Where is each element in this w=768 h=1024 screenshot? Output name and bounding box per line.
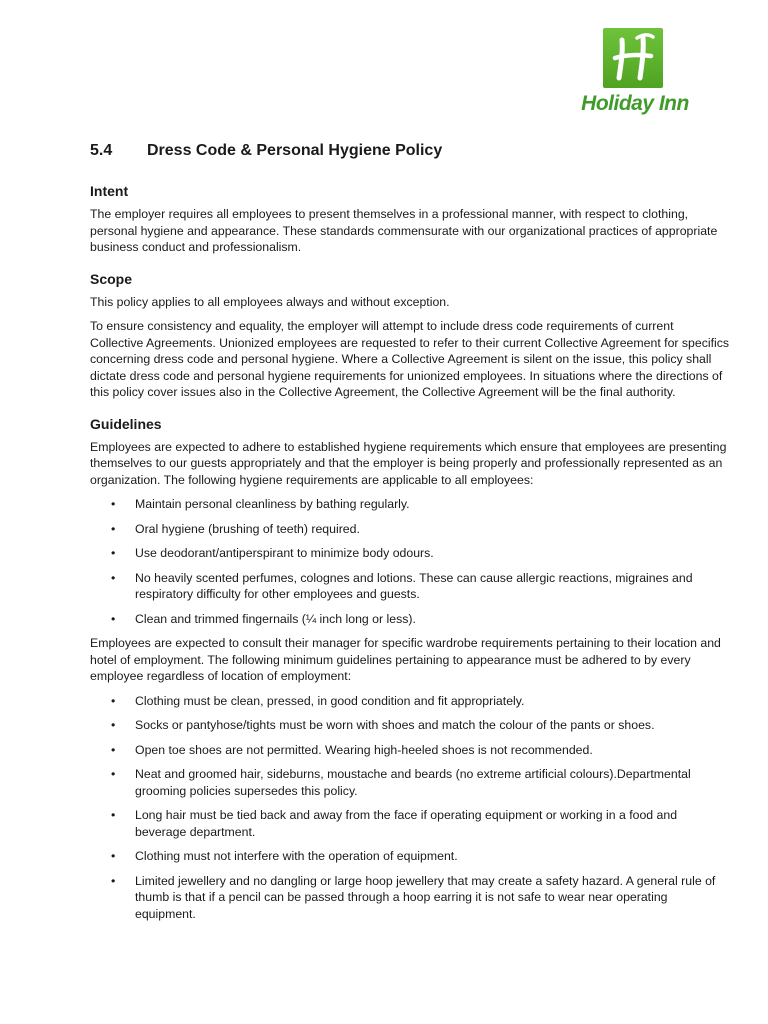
list-item-text: Neat and groomed hair, sideburns, moustache and beards (no extreme artificial colours).Departmental grooming policies supersedes this policy.	[135, 767, 691, 798]
list-item	[90, 496, 730, 513]
intent-heading: Intent	[90, 183, 129, 199]
guidelines-paragraph-1: Employees are expected to adhere to established hygiene requirements which ensure that employees are presenting themselves to our guests appropriately and that the employer is being properly and professionally represented as an organization. The following hygiene requirements are applicable to all employees:	[90, 439, 727, 487]
list-item	[90, 693, 730, 710]
appearance-list	[90, 693, 730, 923]
list-item-text: Limited jewellery and no dangling or large hoop jewellery that may create a safety hazard. A general rule of thumb is that if a pencil can be passed through a hoop earring it is not safe to wear near operating equipment.	[135, 873, 716, 921]
list-item	[90, 521, 730, 538]
bullet-icon: •	[111, 693, 116, 708]
list-item-text: Open toe shoes are not permitted. Wearing high-heeled shoes is not recommended.	[135, 742, 593, 757]
list-item	[90, 873, 730, 923]
page-title	[90, 140, 730, 162]
bullet-icon: •	[111, 767, 116, 781]
list-item	[90, 807, 730, 840]
bullet-icon: •	[111, 742, 116, 757]
list-item	[90, 742, 730, 759]
list-item-text: No heavily scented perfumes, colognes and lotions. These can cause allergic reactions, migraines and respiratory difficulty for other employees and guests.	[135, 570, 693, 601]
list-item	[90, 611, 730, 628]
list-item-text: Socks or pantyhose/tights must be worn with shoes and match the colour of the pants or shoes.	[135, 718, 655, 732]
policy-content	[90, 140, 730, 936]
bullet-icon: •	[111, 611, 116, 626]
logo-h-mark-icon	[603, 28, 663, 88]
list-item	[90, 717, 730, 734]
list-item	[90, 570, 730, 603]
list-item-text: Maintain personal cleanliness by bathing regularly.	[135, 497, 410, 511]
bullet-icon: •	[111, 546, 116, 560]
list-item-text: Long hair must be tied back and away from the face if operating equipment or working in a food and beverage department.	[135, 808, 678, 839]
list-item-text: Oral hygiene (brushing of teeth) required.	[135, 521, 360, 536]
list-item	[90, 545, 730, 562]
bullet-icon: •	[111, 873, 116, 888]
guidelines-section	[90, 415, 730, 923]
bullet-icon: •	[111, 570, 116, 585]
guidelines-heading: Guidelines	[90, 415, 162, 432]
scope-paragraph-2: To ensure consistency and equality, the employer will attempt to include dress code requirements of current Collective Agreements. Unionized employees are requested to refer to their current Collective Agreement for specifics concerning dress code and personal hygiene. Where a Collective Agreement is silent on the issue, this policy shall dictate dress code and personal hygiene requirements for unionized employees. In situations where the directions of this policy cover issues also in the Collective Agreement, the Collective Agreement will be the final authority.	[90, 319, 730, 399]
bullet-icon: •	[111, 808, 116, 822]
intent-section	[90, 182, 730, 256]
logo-wordmark: Holiday Inn	[581, 92, 689, 115]
bullet-icon: •	[111, 718, 116, 732]
list-item-text: Use deodorant/antiperspirant to minimize body odours.	[135, 546, 434, 560]
section-number: 5.4	[90, 142, 113, 159]
list-item	[90, 848, 730, 865]
hygiene-list	[90, 496, 730, 627]
list-item-text: Clean and trimmed fingernails (¼ inch long or less).	[135, 611, 416, 626]
holiday-inn-logo	[570, 28, 700, 128]
bullet-icon: •	[111, 849, 116, 863]
section-title: Dress Code & Personal Hygiene Policy	[147, 142, 443, 159]
bullet-icon: •	[111, 521, 116, 536]
guidelines-paragraph-2: Employees are expected to consult their manager for specific wardrobe requirements pertaining to their location and hotel of employment. The following minimum guidelines pertaining to appearance must be adhered to by every employee regardless of location of employment:	[90, 636, 721, 683]
list-item-text: Clothing must not interfere with the operation of equipment.	[135, 849, 458, 863]
bullet-icon: •	[111, 497, 116, 511]
scope-paragraph-1: This policy applies to all employees always and without exception.	[90, 294, 450, 309]
scope-heading: Scope	[90, 270, 133, 287]
list-item	[90, 766, 730, 799]
list-item-text: Clothing must be clean, pressed, in good condition and fit appropriately.	[135, 693, 525, 708]
intent-paragraph: The employer requires all employees to present themselves in a professional manner, with respect to clothing, personal hygiene and appearance. These standards commensurate with our organizational practices of appropriate business conduct and professionalism.	[90, 207, 718, 254]
scope-section	[90, 270, 730, 401]
